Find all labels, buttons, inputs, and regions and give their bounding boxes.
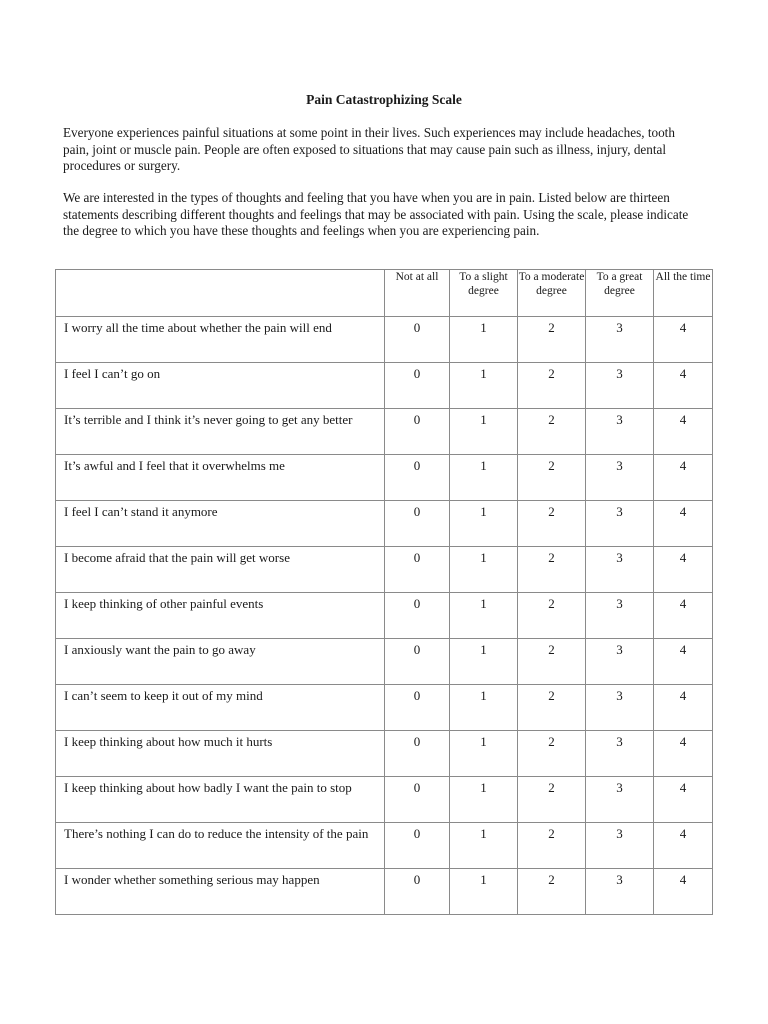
score-cell-not-at-all[interactable]: 0 (385, 455, 450, 501)
score-cell-all-the-time[interactable]: 4 (654, 639, 713, 685)
score-cell-great-degree[interactable]: 3 (586, 501, 654, 547)
column-header-not-at-all: Not at all (385, 270, 450, 317)
table-row (56, 501, 713, 547)
score-cell-moderate-degree[interactable]: 2 (518, 547, 586, 593)
score-cell-all-the-time[interactable]: 4 (654, 869, 713, 915)
score-cell-great-degree[interactable]: 3 (586, 823, 654, 869)
table-row (56, 639, 713, 685)
score-cell-not-at-all[interactable]: 0 (385, 685, 450, 731)
score-cell-moderate-degree[interactable]: 2 (518, 317, 586, 363)
item-statement: It’s awful and I feel that it overwhelms me (56, 455, 385, 501)
score-cell-slight-degree[interactable]: 1 (450, 869, 518, 915)
score-cell-great-degree[interactable]: 3 (586, 317, 654, 363)
score-cell-slight-degree[interactable]: 1 (450, 501, 518, 547)
score-cell-moderate-degree[interactable]: 2 (518, 685, 586, 731)
score-cell-moderate-degree[interactable]: 2 (518, 593, 586, 639)
score-cell-slight-degree[interactable]: 1 (450, 731, 518, 777)
column-header-statement (56, 270, 385, 317)
score-cell-moderate-degree[interactable]: 2 (518, 731, 586, 777)
table-row (56, 823, 713, 869)
score-cell-not-at-all[interactable]: 0 (385, 501, 450, 547)
table-row (56, 869, 713, 915)
score-cell-not-at-all[interactable]: 0 (385, 731, 450, 777)
score-cell-great-degree[interactable]: 3 (586, 731, 654, 777)
score-cell-slight-degree[interactable]: 1 (450, 777, 518, 823)
table-row (56, 317, 713, 363)
score-cell-great-degree[interactable]: 3 (586, 777, 654, 823)
score-cell-moderate-degree[interactable]: 2 (518, 823, 586, 869)
score-cell-moderate-degree[interactable]: 2 (518, 869, 586, 915)
score-cell-all-the-time[interactable]: 4 (654, 501, 713, 547)
item-statement: I wonder whether something serious may happen (56, 869, 385, 915)
item-statement: I keep thinking of other painful events (56, 593, 385, 639)
table-row (56, 455, 713, 501)
score-cell-great-degree[interactable]: 3 (586, 593, 654, 639)
item-statement: I feel I can’t go on (56, 363, 385, 409)
score-cell-moderate-degree[interactable]: 2 (518, 363, 586, 409)
score-cell-slight-degree[interactable]: 1 (450, 547, 518, 593)
score-cell-moderate-degree[interactable]: 2 (518, 639, 586, 685)
score-cell-slight-degree[interactable]: 1 (450, 363, 518, 409)
score-cell-all-the-time[interactable]: 4 (654, 455, 713, 501)
rating-table (55, 269, 713, 915)
score-cell-not-at-all[interactable]: 0 (385, 409, 450, 455)
score-cell-moderate-degree[interactable]: 2 (518, 455, 586, 501)
score-cell-great-degree[interactable]: 3 (586, 455, 654, 501)
score-cell-all-the-time[interactable]: 4 (654, 777, 713, 823)
table-header-row (56, 270, 713, 317)
score-cell-slight-degree[interactable]: 1 (450, 455, 518, 501)
score-cell-great-degree[interactable]: 3 (586, 639, 654, 685)
item-statement: I can’t seem to keep it out of my mind (56, 685, 385, 731)
score-cell-great-degree[interactable]: 3 (586, 869, 654, 915)
item-statement: I feel I can’t stand it anymore (56, 501, 385, 547)
score-cell-slight-degree[interactable]: 1 (450, 409, 518, 455)
score-cell-great-degree[interactable]: 3 (586, 363, 654, 409)
score-cell-slight-degree[interactable]: 1 (450, 639, 518, 685)
score-cell-all-the-time[interactable]: 4 (654, 363, 713, 409)
score-cell-not-at-all[interactable]: 0 (385, 777, 450, 823)
score-cell-all-the-time[interactable]: 4 (654, 409, 713, 455)
score-cell-slight-degree[interactable]: 1 (450, 593, 518, 639)
score-cell-great-degree[interactable]: 3 (586, 409, 654, 455)
page-title: Pain Catastrophizing Scale (306, 92, 462, 107)
score-cell-great-degree[interactable]: 3 (586, 685, 654, 731)
score-cell-all-the-time[interactable]: 4 (654, 547, 713, 593)
column-header-great-degree: To a great degree (586, 270, 654, 317)
item-statement: I keep thinking about how much it hurts (56, 731, 385, 777)
column-header-moderate-degree: To a moderate degree (518, 270, 586, 317)
score-cell-all-the-time[interactable]: 4 (654, 685, 713, 731)
item-statement: I become afraid that the pain will get worse (56, 547, 385, 593)
score-cell-not-at-all[interactable]: 0 (385, 639, 450, 685)
score-cell-not-at-all[interactable]: 0 (385, 363, 450, 409)
score-cell-all-the-time[interactable]: 4 (654, 731, 713, 777)
score-cell-not-at-all[interactable]: 0 (385, 869, 450, 915)
table-row (56, 363, 713, 409)
score-cell-all-the-time[interactable]: 4 (654, 317, 713, 363)
table-row (56, 409, 713, 455)
score-cell-slight-degree[interactable]: 1 (450, 823, 518, 869)
column-header-all-the-time: All the time (654, 270, 713, 317)
score-cell-moderate-degree[interactable]: 2 (518, 501, 586, 547)
item-statement: I anxiously want the pain to go away (56, 639, 385, 685)
table-row (56, 593, 713, 639)
table-row (56, 731, 713, 777)
item-statement: I keep thinking about how badly I want the pain to stop (56, 777, 385, 823)
table-row (56, 777, 713, 823)
item-statement: I worry all the time about whether the pain will end (56, 317, 385, 363)
item-statement: It’s terrible and I think it’s never going to get any better (56, 409, 385, 455)
score-cell-not-at-all[interactable]: 0 (385, 547, 450, 593)
column-header-slight-degree: To a slight degree (450, 270, 518, 317)
score-cell-moderate-degree[interactable]: 2 (518, 777, 586, 823)
score-cell-moderate-degree[interactable]: 2 (518, 409, 586, 455)
score-cell-slight-degree[interactable]: 1 (450, 685, 518, 731)
score-cell-all-the-time[interactable]: 4 (654, 593, 713, 639)
item-statement: There’s nothing I can do to reduce the intensity of the pain (56, 823, 385, 869)
table-row (56, 685, 713, 731)
table-row (56, 547, 713, 593)
score-cell-slight-degree[interactable]: 1 (450, 317, 518, 363)
intro-paragraph-1: Everyone experiences painful situations at some point in their lives. Such experiences may include headaches, tooth pain, joint or muscle pain. People are often exposed to situations that may cause pain such as illness, injury, dental procedures or surgery. (63, 125, 675, 173)
intro-paragraph-2: We are interested in the types of thoughts and feeling that you have when you are in pain. Listed below are thirteen statements describing different thoughts and feelings that may be associated with pain. Using the scale, please indicate the degree to which you have these thoughts and feelings when you are experiencing pain. (63, 190, 689, 238)
score-cell-great-degree[interactable]: 3 (586, 547, 654, 593)
score-cell-not-at-all[interactable]: 0 (385, 823, 450, 869)
score-cell-not-at-all[interactable]: 0 (385, 593, 450, 639)
score-cell-not-at-all[interactable]: 0 (385, 317, 450, 363)
score-cell-all-the-time[interactable]: 4 (654, 823, 713, 869)
